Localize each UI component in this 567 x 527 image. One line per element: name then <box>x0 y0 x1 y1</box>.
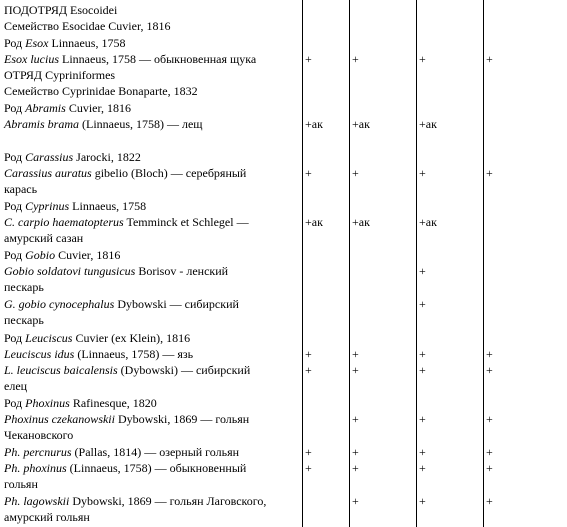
taxon-line <box>4 279 300 295</box>
taxon-line <box>4 493 300 509</box>
latin-name: L. leuciscus baicalensis <box>4 363 118 377</box>
text-segment: Семейство Cyprinidae Bonaparte, 1832 <box>4 84 198 98</box>
taxon-line <box>4 444 300 460</box>
text-segment: карась <box>4 182 38 196</box>
column-divider <box>349 0 350 527</box>
text-segment: Dybowski, 1869 — гольян <box>114 412 250 426</box>
taxon-line <box>4 165 300 181</box>
latin-name: G. gobio cynocephalus <box>4 297 115 311</box>
taxon-line <box>4 460 300 476</box>
latin-name: Esox lucius <box>4 52 59 66</box>
taxon-name <box>4 362 300 394</box>
taxon-name <box>4 296 300 328</box>
taxon-line <box>4 2 300 18</box>
taxon-line <box>4 411 300 427</box>
text-segment: Linnaeus, 1758 <box>69 199 147 213</box>
taxon-name <box>4 493 300 525</box>
presence-mark: + <box>419 445 426 459</box>
text-segment: Род <box>4 396 26 410</box>
text-segment: (Linnaeus, 1758) — обыкновенный <box>66 461 247 475</box>
taxon-line <box>4 51 300 67</box>
presence-mark: + <box>352 494 359 508</box>
taxon-line <box>4 476 300 492</box>
taxon-line <box>4 83 300 99</box>
presence-mark: + <box>486 363 493 377</box>
taxon-name <box>4 67 300 83</box>
taxon-name <box>4 444 300 460</box>
taxon-line <box>4 312 300 328</box>
presence-mark: + <box>486 445 493 459</box>
taxon-name <box>4 460 300 492</box>
presence-mark: +ак <box>305 215 323 229</box>
text-segment: Род <box>4 331 26 345</box>
text-segment: Род <box>4 199 26 213</box>
taxon-name <box>4 330 300 346</box>
taxon-line <box>4 395 300 411</box>
presence-mark: + <box>352 347 359 361</box>
taxon-line <box>4 198 300 214</box>
taxon-line <box>4 263 300 279</box>
presence-mark: + <box>352 363 359 377</box>
taxon-line <box>4 378 300 394</box>
taxon-name <box>4 165 300 197</box>
latin-name: Leuciscus <box>25 331 73 345</box>
presence-mark: + <box>486 52 493 66</box>
text-segment: амурский гольян <box>4 510 90 524</box>
taxon-name <box>4 214 300 246</box>
text-segment: (Linnaeus, 1758) — лещ <box>79 117 203 131</box>
taxon-line <box>4 509 300 525</box>
taxon-line <box>4 427 300 443</box>
presence-mark: +ак <box>419 117 437 131</box>
taxon-line <box>4 296 300 312</box>
presence-mark: + <box>419 412 426 426</box>
taxon-line <box>4 247 300 263</box>
latin-name: Esox <box>25 36 49 50</box>
taxon-name <box>4 198 300 214</box>
latin-name: Ph. percnurus <box>4 445 72 459</box>
text-segment: (Linnaeus, 1758) — язь <box>74 347 194 361</box>
text-segment: Borisov - ленский <box>135 264 229 278</box>
taxon-name <box>4 247 300 263</box>
taxon-name <box>4 411 300 443</box>
presence-mark: + <box>486 412 493 426</box>
taxon-name <box>4 116 300 132</box>
text-segment: Temminck et Schlegel — <box>123 215 249 229</box>
presence-mark: + <box>419 461 426 475</box>
latin-name: Gobio <box>25 248 56 262</box>
text-segment: Cuvier, 1816 <box>55 248 121 262</box>
text-segment: Rafinesque, 1820 <box>69 396 157 410</box>
taxon-name <box>4 395 300 411</box>
latin-name: Ph. lagowskii <box>4 494 70 508</box>
taxon-line <box>4 346 300 362</box>
taxon-line <box>4 35 300 51</box>
presence-mark: + <box>419 494 426 508</box>
latin-name: Phoxinus czekanowskii <box>4 412 115 426</box>
presence-mark: + <box>419 363 426 377</box>
taxon-line <box>4 330 300 346</box>
taxon-line <box>4 181 300 197</box>
presence-mark: +ак <box>352 117 370 131</box>
presence-mark: + <box>305 445 312 459</box>
text-segment: елец <box>4 379 28 393</box>
presence-mark: + <box>419 166 426 180</box>
taxon-line <box>4 116 300 132</box>
presence-mark: + <box>352 412 359 426</box>
text-segment: Jarocki, 1822 <box>73 150 141 164</box>
taxon-line <box>4 230 300 246</box>
taxon-line <box>4 149 300 165</box>
taxon-name <box>4 18 300 34</box>
latin-name: Carassius <box>25 150 74 164</box>
text-segment: (Pallas, 1814) — озерный гольян <box>71 445 240 459</box>
text-segment: Семейство Esocidae Cuvier, 1816 <box>4 19 171 33</box>
presence-mark: + <box>419 347 426 361</box>
text-segment: Род <box>4 36 26 50</box>
presence-mark: + <box>305 166 312 180</box>
text-segment: (Dybowski) — сибирский <box>117 363 251 377</box>
presence-mark: +ак <box>419 215 437 229</box>
taxon-name <box>4 263 300 295</box>
text-segment: ОТРЯД Cypriniformes <box>4 68 116 82</box>
presence-mark: + <box>352 52 359 66</box>
taxon-name <box>4 100 300 116</box>
presence-mark: + <box>486 347 493 361</box>
latin-name: Ph. phoxinus <box>4 461 67 475</box>
text-segment: гольян <box>4 477 38 491</box>
text-segment: Чекановского <box>4 428 74 442</box>
latin-name: Gobio soldatovi tungusicus <box>4 264 136 278</box>
column-divider <box>483 0 484 527</box>
latin-name: Leuciscus idus <box>4 347 75 361</box>
text-segment: Род <box>4 101 26 115</box>
presence-mark: + <box>352 166 359 180</box>
text-segment: Dybowski — сибирский <box>114 297 239 311</box>
text-segment: Linnaeus, 1758 — обыкновенная щука <box>59 52 257 66</box>
presence-mark: +ак <box>305 117 323 131</box>
presence-mark: + <box>486 494 493 508</box>
latin-name: Abramis brama <box>4 117 80 131</box>
taxon-line <box>4 214 300 230</box>
taxon-name <box>4 35 300 51</box>
taxon-name <box>4 149 300 165</box>
text-segment: ПОДОТРЯД Esocoidei <box>4 3 118 17</box>
text-segment: Dybowski, 1869 — гольян Лаговского, <box>69 494 267 508</box>
latin-name: Phoxinus <box>25 396 70 410</box>
text-segment: gibelio (Bloch) — серебряный <box>91 166 247 180</box>
taxon-line <box>4 18 300 34</box>
column-divider <box>302 0 303 527</box>
latin-name: Abramis <box>25 101 66 115</box>
taxon-line <box>4 67 300 83</box>
presence-mark: + <box>419 297 426 311</box>
taxon-line <box>4 362 300 378</box>
latin-name: Cyprinus <box>25 199 70 213</box>
latin-name: C. carpio haematopterus <box>4 215 124 229</box>
text-segment: амурский сазан <box>4 231 84 245</box>
text-segment: пескарь <box>4 313 44 327</box>
column-divider <box>416 0 417 527</box>
presence-mark: + <box>419 264 426 278</box>
text-segment: Cuvier (ex Klein), 1816 <box>72 331 191 345</box>
presence-mark: + <box>305 347 312 361</box>
presence-mark: + <box>352 461 359 475</box>
text-segment: Cuvier, 1816 <box>65 101 131 115</box>
text-segment: Род <box>4 150 26 164</box>
text-segment: Род <box>4 248 26 262</box>
presence-mark: +ак <box>352 215 370 229</box>
presence-mark: + <box>486 166 493 180</box>
text-segment: Linnaeus, 1758 <box>48 36 126 50</box>
taxon-name <box>4 346 300 362</box>
presence-mark: + <box>305 461 312 475</box>
latin-name: Carassius auratus <box>4 166 92 180</box>
taxon-name <box>4 83 300 99</box>
presence-mark: + <box>305 363 312 377</box>
text-segment: пескарь <box>4 280 44 294</box>
taxon-name <box>4 2 300 18</box>
presence-mark: + <box>486 461 493 475</box>
presence-mark: + <box>352 445 359 459</box>
presence-mark: + <box>305 52 312 66</box>
taxon-name <box>4 51 300 67</box>
taxon-line <box>4 100 300 116</box>
presence-mark: + <box>419 52 426 66</box>
